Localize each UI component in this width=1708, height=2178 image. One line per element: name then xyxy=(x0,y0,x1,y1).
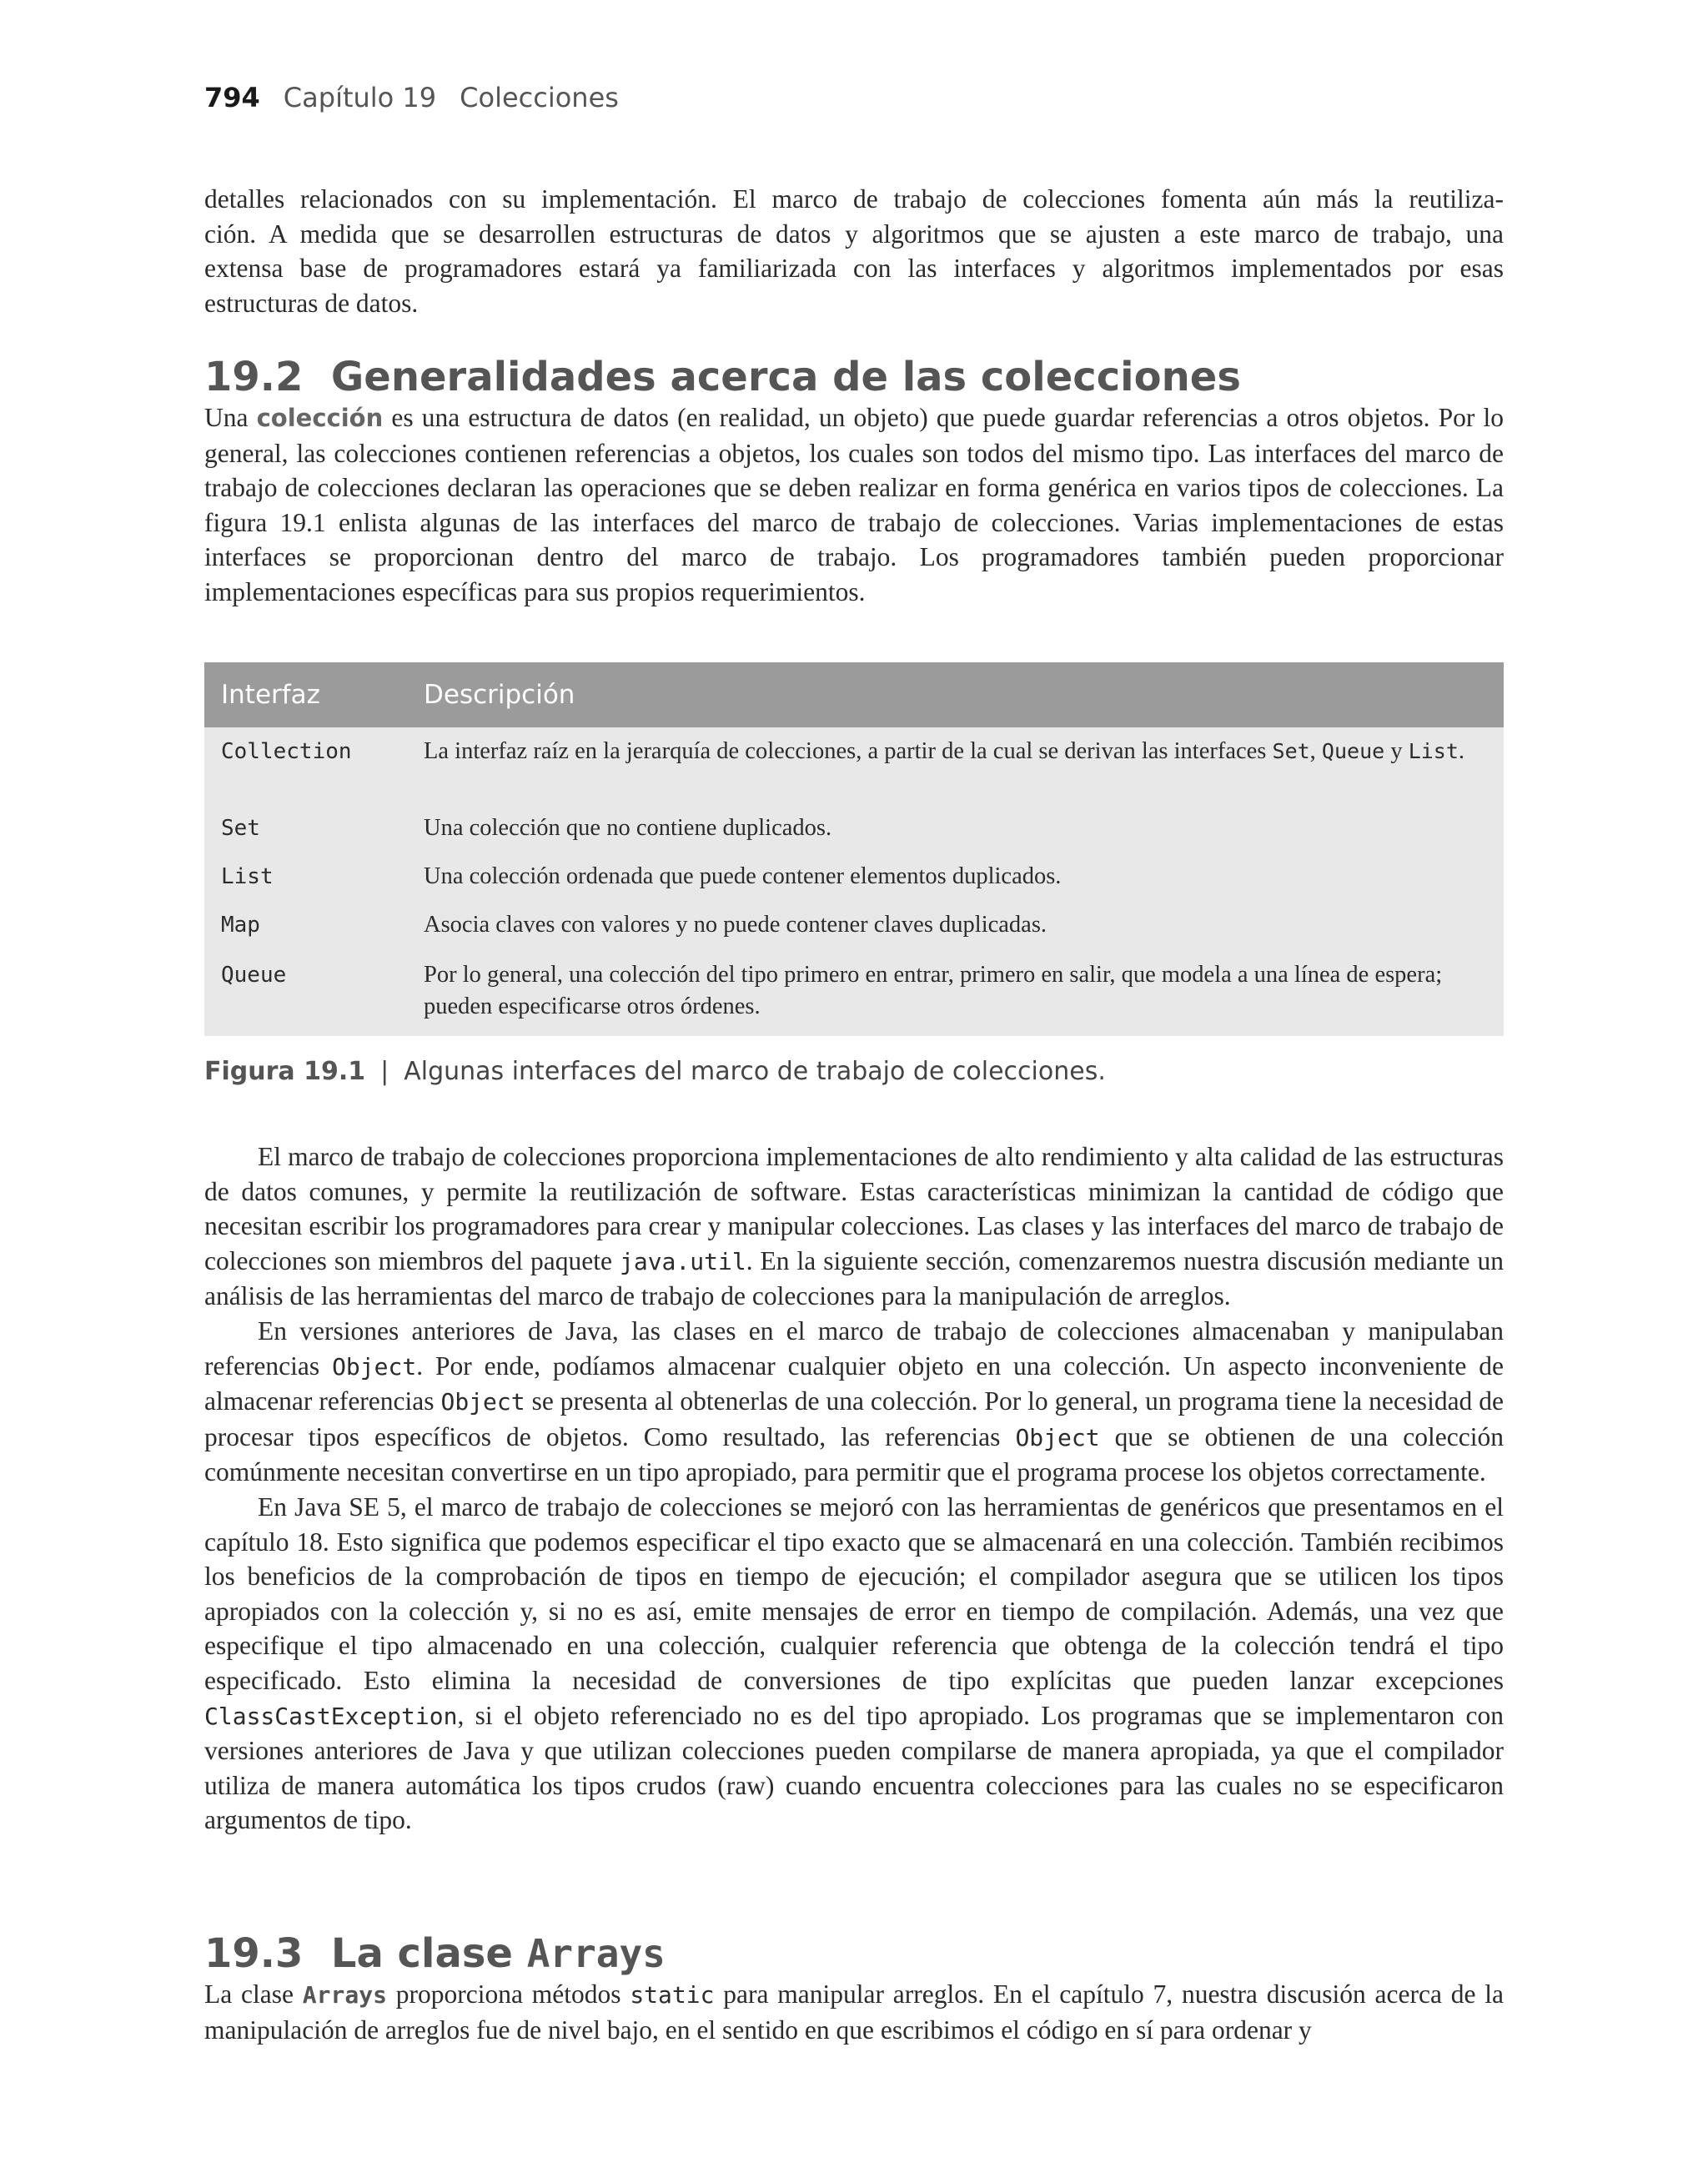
intro-line-2: ción. A medida que se desarrollen estructuras de datos y algoritmos que se ajusten a este marco de trabajo, una xyxy=(204,219,1504,249)
section-19-3 xyxy=(204,1930,1504,2047)
figure-caption xyxy=(204,1057,1106,1086)
code-run: Object xyxy=(1015,1423,1100,1451)
code-run: ClassCastException xyxy=(204,1702,458,1730)
section-number: 19.3 xyxy=(204,1930,304,1977)
text-run: La clase xyxy=(204,1979,303,2009)
interface-name: Queue xyxy=(221,963,287,988)
code-run: Queue xyxy=(1321,739,1385,763)
paragraph xyxy=(204,1314,1504,1490)
text-run: se presenta al obtenerlas de una colección. Por lo general, un programa tiene la necesidad de procesar tipos específicos de objetos. Como resultado, las referencias xyxy=(204,1386,1504,1451)
intro-line-4: estructuras de datos. xyxy=(204,288,419,318)
code-run: List xyxy=(1408,739,1459,763)
header-interfaz: Interfaz xyxy=(221,680,320,710)
code-run: java.util xyxy=(619,1247,746,1275)
interface-name: Map xyxy=(221,913,260,938)
text-run: proporciona métodos xyxy=(386,1979,630,2009)
table-row xyxy=(204,959,1504,1023)
code-run: Object xyxy=(440,1388,525,1416)
code-run: Arrays xyxy=(302,1981,387,2009)
section-title: La clase xyxy=(330,1930,527,1977)
interface-name: List xyxy=(221,864,274,889)
chapter-label: Capítulo 19 xyxy=(283,82,437,113)
text-run: Una xyxy=(204,403,257,432)
text-run: . Por ende, podíamos almacenar cualquier objeto en una colección. Un aspecto inconveniente de almacenar referencias xyxy=(204,1351,1505,1416)
interface-description xyxy=(424,736,1504,812)
section-19-2-paragraph xyxy=(204,400,1504,610)
caption-label: Figura 19.1 xyxy=(204,1057,366,1086)
section-19-2 xyxy=(204,354,1504,610)
section-heading xyxy=(204,354,1504,400)
interface-name: Collection xyxy=(221,739,352,764)
section-title-code: Arrays xyxy=(526,1931,666,1976)
paragraph xyxy=(204,1139,1504,1314)
table-row xyxy=(204,861,1504,909)
page-number: 794 xyxy=(204,82,260,113)
code-run: Set xyxy=(1272,739,1310,763)
code-run: static xyxy=(630,1981,715,2009)
table-row xyxy=(204,812,1504,861)
text-run: y xyxy=(1384,738,1409,764)
interface-description: Una colección ordenada que puede contener elementos duplicados. xyxy=(424,863,1062,889)
caption-text: Algunas interfaces del marco de trabajo de colecciones. xyxy=(404,1057,1106,1086)
code-run: Object xyxy=(332,1352,417,1381)
text-run: El marco de trabajo de colecciones proporciona implementaciones de alto rendimiento y alta calidad de las estructuras de datos comunes, y permite la reutilización de software. Estas características minimizan la cantidad de código que necesitan escribir los programadores para crear y manipular colecciones. Las clases y las interfaces del marco de trabajo de colecciones son miembros del paquete xyxy=(204,1142,1504,1275)
text-run: En Java SE 5, el marco de trabajo de colecciones se mejoró con las herramientas de genéricos que presentamos en el capítulo 18. Esto significa que podemos especificar el tipo exacto que se almacenará en una colección. También recibimos los beneficios de la comprobación de tipos en tiempo de ejecución; el compilador asegura que se utilicen los tipos apropiados con la colección y, si no es así, emite mensajes de error en tiempo de compilación. Además, una vez que especifique el tipo almacenado en una colección, cualquier referencia que obtenga de la colección tendrá el tipo especificado. Esto elimina la necesidad de conversiones de tipo explícitas que pueden lanzar excepciones xyxy=(204,1491,1504,1695)
intro-paragraph xyxy=(204,182,1504,320)
key-term: colección xyxy=(256,404,384,432)
paragraph xyxy=(204,1977,1504,2047)
header-descripcion: Descripción xyxy=(424,680,575,710)
text-run: . En la siguiente sección, comenzaremos nuestra discusión mediante un análisis de las herramientas del marco de trabajo de colecciones para la manipulación de arreglos. xyxy=(204,1245,1504,1311)
text-run: que se obtienen de una colección comúnmente necesitan convertirse en un tipo apropiado, para permitir que el programa procese los objetos correctamente. xyxy=(204,1421,1504,1487)
text-run: , si el objeto referenciado no es del tipo apropiado. Los programas que se implementaron con versiones anteriores de Java y que utilizan colecciones pueden compilarse de manera apropiada, ya que el compilador utiliza de manera automática los tipos crudos (raw) cuando encuentra colecciones para las cuales no se especificaron argumentos de tipo. xyxy=(204,1700,1504,1835)
figure-19-1-table xyxy=(204,662,1504,1036)
section-title: Generalidades acerca de las colecciones xyxy=(330,354,1241,400)
text-run: . xyxy=(1458,738,1465,764)
section-number: 19.2 xyxy=(204,354,304,400)
chapter-title: Colecciones xyxy=(460,82,619,113)
section-heading xyxy=(204,1930,1504,1977)
interface-name: Set xyxy=(221,816,260,841)
interface-description: Asocia claves con valores y no puede contener claves duplicadas. xyxy=(424,912,1047,938)
text-run: para manipular arreglos. En el capítulo 7, nuestra discusión acerca de la manipulación de arreglos fue de nivel bajo, en el sentido en que escribimos el código en sí para ordenar y xyxy=(204,1979,1504,2045)
running-head xyxy=(204,82,619,113)
text-run: La interfaz raíz en la jerarquía de colecciones, a partir de la cual se derivan las interfaces xyxy=(424,738,1273,764)
text-run: es una estructura de datos (en realidad, un objeto) que puede guardar referencias a otros objetos. Por lo general, las colecciones contienen referencias a objetos, los cuales son todos del mismo tipo. Las interfaces del marco de trabajo de colecciones declaran las operaciones que se deben realizar en forma genérica en varios tipos de colecciones. La figura 19.1 enlista algunas de las interfaces del marco de trabajo de colecciones. Varias implementaciones de estas interfaces se proporcionan dentro del marco de trabajo. Los programadores también pueden proporcionar implementaciones específicas para sus propios requerimientos. xyxy=(204,403,1504,606)
table-row xyxy=(204,736,1504,812)
body-text xyxy=(204,1139,1504,1838)
text-run: En versiones anteriores de Java, las clases en el marco de trabajo de colecciones almacenaban y manipulaban referencias xyxy=(204,1315,1504,1381)
text-run: , xyxy=(1309,738,1322,764)
caption-separator: | xyxy=(380,1057,389,1086)
paragraph xyxy=(204,1490,1504,1838)
table-row xyxy=(204,909,1504,959)
intro-line-3: extensa base de programadores estará ya familiarizada con las interfaces y algoritmos implementados por esas xyxy=(204,254,1504,284)
interface-description: Por lo general, una colección del tipo primero en entrar, primero en salir, que modela a una línea de espera; pueden especificarse otros órdenes. xyxy=(424,962,1443,1019)
intro-line-1: detalles relacionados con su implementación. El marco de trabajo de colecciones fomenta aún más la reutiliza- xyxy=(204,184,1504,214)
interface-description: Una colección que no contiene duplicados. xyxy=(424,815,832,841)
table-body xyxy=(204,727,1504,1036)
table-header xyxy=(204,662,1504,727)
